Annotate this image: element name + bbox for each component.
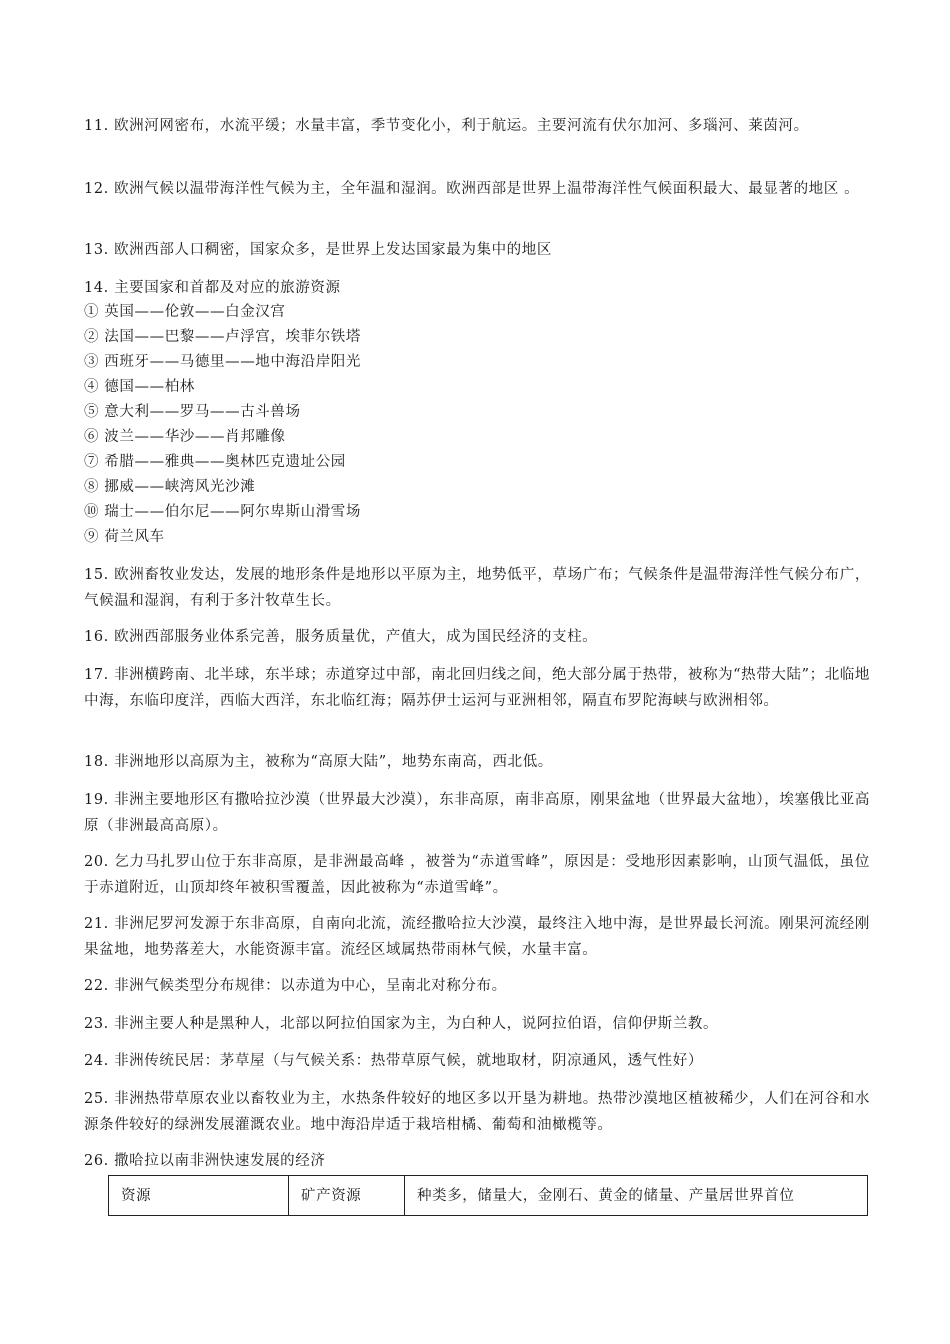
country-item: ① 英国——伦敦——白金汉宫	[84, 304, 286, 320]
country-item: ⑨ 荷兰风车	[84, 529, 165, 545]
country-item: ⑤ 意大利——罗马——古斗兽场	[84, 404, 301, 420]
country-item: ② 法国——巴黎——卢浮宫，埃菲尔铁塔	[84, 329, 362, 345]
item-17: 17. 非洲横跨南、北半球，东半球；赤道穿过中部，南北回归线之间，绝大部分属于热带，被称为“热带大陆”；北临地中海，东临印度洋，西临大西洋，东北临红海；隔苏伊士运河与亚洲相邻，隔直布罗陀海峡与欧洲相邻。	[84, 667, 870, 709]
item-19: 19. 非洲主要地形区有撒哈拉沙漠（世界最大沙漠），东非高原，南非高原，刚果盆地（世界最大盆地），埃塞俄比亚高原（非洲最高高原）。	[84, 792, 870, 834]
item-22: 22. 非洲气候类型分布规律：以赤道为中心，呈南北对称分布。	[84, 978, 507, 994]
country-item: ⑧ 挪威——峡湾风光沙滩	[84, 479, 256, 495]
country-item: ⑥ 波兰——华沙——肖邦雕像	[84, 429, 286, 445]
item-14: 14. 主要国家和首都及对应的旅游资源	[84, 280, 341, 296]
item-18: 18. 非洲地形以高原为主，被称为“高原大陆”，地势东南高，西北低。	[84, 754, 553, 770]
item-25: 25. 非洲热带草原农业以畜牧业为主，水热条件较好的地区多以开垦为耕地。热带沙漠地区植被稀少，人们在河谷和水源条件较好的绿洲发展灌溉农业。地中海沿岸适于栽培柑橘、葡萄和油橄榄等。	[84, 1091, 870, 1133]
item-11: 11. 欧洲河网密布，水流平缓；水量丰富，季节变化小，利于航运。主要河流有伏尔加河、多瑙河、莱茵河。	[84, 118, 809, 134]
item-20: 20. 乞力马扎罗山位于东非高原，是非洲最高峰 ，被誉为“赤道雪峰”，原因是：受地形因素影响，山顶气温低，虽位于赤道附近，山顶却终年被积雪覆盖，因此被称为“赤道雪峰”。	[84, 854, 870, 896]
item-23: 23. 非洲主要人种是黑种人，北部以阿拉伯国家为主，为白种人，说阿拉伯语，信仰伊斯兰教。	[84, 1016, 719, 1032]
item-26: 26. 撒哈拉以南非洲快速发展的经济	[84, 1153, 326, 1169]
country-item: ⑦ 希腊——雅典——奥林匹克遗址公园	[84, 454, 346, 470]
item-24: 24. 非洲传统民居：茅草屋（与气候关系：热带草原气候，就地取材，阴凉通风，透气性好）	[84, 1053, 703, 1069]
item-16: 16. 欧洲西部服务业体系完善，服务质量优，产值大，成为国民经济的支柱。	[84, 629, 598, 645]
item-12: 12. 欧洲气候以温带海洋性气候为主，全年温和湿润。欧洲西部是世界上温带海洋性气候面积最大、最显著的地区 。	[84, 181, 860, 197]
table-cell: 矿产资源	[289, 1176, 405, 1216]
item-13: 13. 欧洲西部人口稠密，国家众多，是世界上发达国家最为集中的地区	[84, 242, 552, 258]
table-cell: 种类多，储量大，金刚石、黄金的储量、产量居世界首位	[405, 1176, 868, 1216]
economy-table	[108, 1175, 868, 1216]
table-row	[109, 1176, 868, 1216]
country-item: ④ 德国——柏林	[84, 379, 195, 395]
country-list	[84, 300, 870, 550]
country-item: ⑩ 瑞士——伯尔尼——阿尔卑斯山滑雪场	[84, 504, 362, 520]
item-15: 15. 欧洲畜牧业发达，发展的地形条件是地形以平原为主，地势低平，草场广布；气候条件是温带海洋性气候分布广，气候温和湿润，有利于多汁牧草生长。	[84, 567, 870, 609]
table-cell: 资源	[109, 1176, 289, 1216]
item-21: 21. 非洲尼罗河发源于东非高原，自南向北流，流经撒哈拉大沙漠，最终注入地中海，是世界最长河流。刚果河流经刚果盆地，地势落差大，水能资源丰富。流经区域属热带雨林气候，水量丰富。	[84, 916, 870, 958]
country-item: ③ 西班牙——马德里——地中海沿岸阳光	[84, 354, 362, 370]
